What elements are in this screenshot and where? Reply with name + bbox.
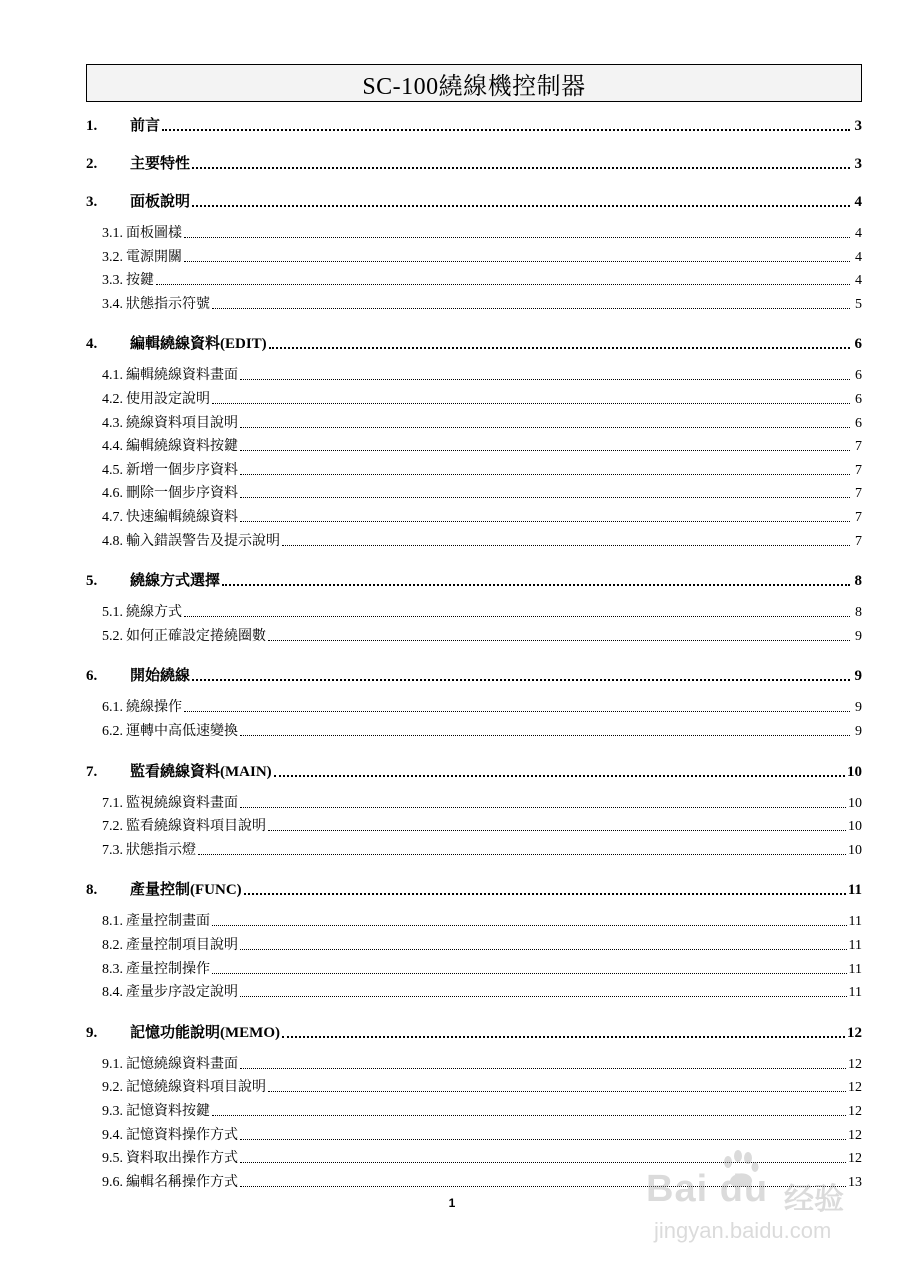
toc-entry-label: 繞線操作	[126, 700, 182, 716]
toc-section-entry	[86, 601, 862, 621]
toc-chapter-entry	[86, 152, 862, 173]
toc-section-entry	[86, 388, 862, 408]
toc-entry-page: 10	[848, 842, 862, 858]
toc-section-entry	[86, 293, 862, 313]
toc-entry-page: 8	[854, 573, 862, 590]
toc-section-entry	[86, 981, 862, 1001]
toc-entry-label: 記憶資料操作方式	[126, 1127, 238, 1143]
toc-entry-number: 5.1.	[102, 605, 123, 621]
toc-entry-number: 9.6.	[102, 1174, 123, 1190]
toc-entry-page: 11	[848, 985, 862, 1001]
toc-section-entry	[86, 1100, 862, 1120]
toc-section-entry	[86, 839, 862, 859]
toc-leader-dots	[240, 807, 846, 808]
toc-leader-dots	[184, 237, 850, 238]
toc-entry-page: 7	[855, 486, 862, 502]
toc-entry-page: 10	[848, 819, 862, 835]
toc-entry-number: 5.	[86, 573, 98, 590]
toc-leader-dots	[282, 545, 850, 546]
toc-entry-number: 3.3.	[102, 273, 123, 289]
toc-section-entry	[86, 1076, 862, 1096]
toc-section-entry	[86, 530, 862, 550]
toc-entry-label: 使用設定說明	[126, 392, 210, 407]
toc-entry-number: 3.1.	[102, 226, 123, 241]
toc-entry-number: 4.	[86, 336, 98, 353]
toc-section-entry	[86, 792, 862, 812]
toc-entry-page: 4	[854, 194, 862, 210]
toc-leader-dots	[240, 735, 850, 736]
toc-leader-dots	[240, 949, 847, 950]
toc-section-entry	[86, 1053, 862, 1073]
toc-entry-number: 4.1.	[102, 368, 123, 384]
toc-leader-dots	[184, 711, 850, 712]
toc-entry-page: 6	[855, 368, 862, 384]
toc-entry-page: 9	[854, 668, 862, 685]
toc-entry-label: 按鍵	[126, 273, 154, 289]
toc-entry-number: 8.1.	[102, 914, 123, 930]
toc-entry-label: 如何正確設定捲繞圈數	[126, 628, 266, 644]
toc-entry-page: 12	[848, 1151, 862, 1167]
toc-entry-number: 4.7.	[102, 510, 123, 525]
toc-leader-dots	[268, 640, 850, 641]
toc-entry-page: 5	[855, 296, 862, 312]
toc-entry-page: 8	[855, 605, 862, 621]
toc-section-entry	[86, 720, 862, 740]
toc-section-entry	[86, 222, 862, 242]
toc-leader-dots	[268, 1091, 846, 1092]
toc-entry-page: 7	[855, 510, 862, 525]
toc-entry-number: 3.4.	[102, 296, 123, 312]
toc-entry-page: 11	[848, 938, 862, 953]
toc-entry-page: 4	[855, 249, 862, 265]
toc-leader-dots	[282, 1036, 845, 1038]
toc-leader-dots	[268, 830, 846, 831]
toc-section-entry	[86, 1124, 862, 1144]
toc-section-entry	[86, 696, 862, 716]
toc-entry-label: 編輯名稱操作方式	[126, 1174, 238, 1190]
watermark-url: jingyan.baidu.com	[654, 1218, 832, 1243]
toc-entry-number: 6.	[86, 668, 98, 685]
toc-entry-number: 9.	[86, 1024, 98, 1041]
toc-entry-number: 8.	[86, 882, 98, 899]
toc-entry-page: 6	[854, 336, 862, 353]
toc-leader-dots	[184, 261, 850, 262]
toc-entry-number: 7.2.	[102, 819, 123, 835]
toc-leader-dots	[192, 205, 850, 207]
toc-entry-label: 繞線方式選擇	[130, 573, 221, 590]
toc-entry-page: 12	[847, 1024, 862, 1041]
toc-entry-label: 面板說明	[130, 194, 191, 210]
watermark-cn: 经验	[784, 1183, 844, 1216]
toc-entry-label: 前言	[130, 118, 161, 134]
toc-entry-label: 產量控制(FUNC)	[130, 882, 242, 899]
toc-entry-page: 13	[848, 1174, 862, 1190]
toc-leader-dots	[240, 996, 847, 997]
toc-leader-dots	[240, 1068, 846, 1069]
toc-entry-number: 9.2.	[102, 1080, 123, 1096]
toc-entry-label: 產量步序設定說明	[126, 985, 238, 1001]
toc-leader-dots	[240, 521, 850, 522]
toc-entry-page: 7	[855, 533, 862, 549]
toc-entry-page: 6	[855, 415, 862, 431]
toc-chapter-entry	[86, 114, 862, 135]
watermark-brand: Bai du	[646, 1168, 769, 1210]
toc-entry-label: 記憶繞線資料畫面	[126, 1056, 238, 1072]
toc-entry-label: 面板圖樣	[126, 226, 182, 241]
toc-entry-label: 運轉中高低速變換	[126, 724, 238, 739]
toc-section-entry	[86, 958, 862, 978]
toc-entry-label: 產量控制操作	[126, 961, 210, 977]
toc-chapter-entry	[86, 569, 862, 590]
toc-entry-number: 4.4.	[102, 439, 123, 455]
toc-entry-page: 9	[855, 700, 862, 716]
toc-entry-number: 4.8.	[102, 533, 123, 549]
toc-entry-number: 4.3.	[102, 415, 123, 431]
toc-leader-dots	[240, 1139, 846, 1140]
toc-entry-page: 11	[847, 882, 862, 899]
toc-entry-page: 12	[848, 1127, 862, 1143]
toc-section-entry	[86, 246, 862, 266]
toc-leader-dots	[240, 450, 850, 451]
toc-chapter-entry	[86, 664, 862, 685]
toc-entry-page: 10	[847, 763, 862, 780]
toc-leader-dots	[240, 427, 850, 428]
toc-entry-page: 9	[855, 628, 862, 644]
toc-entry-number: 9.4.	[102, 1127, 123, 1143]
toc-leader-dots	[156, 284, 850, 285]
document-title-text: SC-100繞線機控制器	[362, 73, 586, 100]
toc-entry-page: 6	[855, 392, 862, 407]
toc-entry-label: 編輯繞線資料(EDIT)	[130, 336, 267, 353]
toc-leader-dots	[269, 347, 850, 349]
toc-leader-dots	[222, 584, 850, 586]
toc-entry-label: 編輯繞線資料畫面	[126, 368, 238, 384]
toc-entry-label: 主要特性	[130, 156, 191, 172]
toc-leader-dots	[244, 893, 846, 895]
toc-section-entry	[86, 269, 862, 289]
paw-icon	[718, 1148, 762, 1192]
toc-leader-dots	[240, 497, 850, 498]
toc-entry-number: 6.1.	[102, 700, 123, 716]
toc-entry-label: 輸入錯誤警告及提示說明	[126, 533, 280, 549]
toc-section-entry	[86, 815, 862, 835]
toc-entry-label: 編輯繞線資料按鍵	[126, 439, 238, 455]
toc-entry-number: 9.5.	[102, 1151, 123, 1167]
toc-leader-dots	[212, 1115, 846, 1116]
toc-section-entry	[86, 625, 862, 645]
toc-entry-number: 7.3.	[102, 842, 123, 858]
toc-entry-number: 9.3.	[102, 1104, 123, 1119]
toc-entry-number: 3.	[86, 194, 98, 210]
toc-entry-page: 9	[855, 724, 862, 739]
toc-section-entry	[86, 364, 862, 384]
toc-entry-number: 4.6.	[102, 486, 123, 502]
toc-entry-label: 記憶功能說明(MEMO)	[130, 1024, 280, 1041]
toc-entry-label: 監看繞線資料(MAIN)	[130, 763, 272, 780]
toc-entry-label: 開始繞線	[130, 668, 191, 685]
toc-leader-dots	[192, 167, 850, 169]
toc-entry-page: 12	[848, 1056, 862, 1072]
toc-entry-page: 4	[855, 273, 862, 289]
toc-entry-page: 11	[848, 961, 862, 977]
toc-entry-label: 產量控制項目說明	[126, 938, 238, 953]
toc-entry-number: 8.4.	[102, 985, 123, 1001]
toc-leader-dots	[162, 129, 850, 131]
toc-leader-dots	[192, 679, 850, 681]
toc-leader-dots	[184, 616, 850, 617]
toc-section-entry	[86, 412, 862, 432]
toc-entry-number: 9.1.	[102, 1056, 123, 1072]
toc-chapter-entry	[86, 760, 862, 781]
toc-entry-page: 3	[854, 156, 862, 172]
toc-section-entry	[86, 506, 862, 526]
toc-entry-label: 狀態指示燈	[126, 842, 196, 858]
toc-entry-label: 記憶繞線資料項目說明	[126, 1080, 266, 1096]
document-title	[86, 64, 862, 102]
toc-entry-number: 7.	[86, 763, 98, 780]
toc-entry-label: 刪除一個步序資料	[126, 486, 238, 502]
toc-entry-number: 4.5.	[102, 462, 123, 478]
toc-entry-number: 6.2.	[102, 724, 123, 739]
toc-entry-page: 12	[848, 1080, 862, 1096]
toc-entry-number: 7.1.	[102, 795, 123, 811]
toc-chapter-entry	[86, 190, 862, 211]
toc-entry-page: 10	[848, 795, 862, 811]
toc-entry-label: 快速編輯繞線資料	[126, 510, 238, 525]
toc-leader-dots	[198, 854, 846, 855]
toc-entry-page: 7	[855, 439, 862, 455]
toc-entry-label: 產量控制畫面	[126, 914, 210, 930]
toc-entry-label: 資料取出操作方式	[126, 1151, 238, 1167]
toc-entry-label: 新增一個步序資料	[126, 462, 238, 478]
toc-leader-dots	[212, 403, 850, 404]
toc-section-entry	[86, 910, 862, 930]
toc-chapter-entry	[86, 332, 862, 353]
toc-entry-number: 1.	[86, 118, 98, 134]
toc-entry-number: 3.2.	[102, 249, 123, 265]
toc-entry-label: 繞線資料項目說明	[126, 415, 238, 431]
toc-entry-label: 記憶資料按鍵	[126, 1104, 210, 1119]
toc-entry-label: 監視繞線資料畫面	[126, 795, 238, 811]
toc-leader-dots	[274, 775, 845, 777]
toc-leader-dots	[212, 925, 847, 926]
toc-entry-number: 2.	[86, 156, 98, 172]
toc-chapter-entry	[86, 878, 862, 899]
toc-entry-page: 12	[848, 1104, 862, 1119]
page-number: 1	[448, 1196, 456, 1210]
toc-entry-page: 4	[855, 226, 862, 241]
toc-chapter-entry	[86, 1021, 862, 1042]
toc-entry-page: 11	[848, 914, 862, 930]
toc-section-entry	[86, 459, 862, 479]
toc-entry-number: 4.2.	[102, 392, 123, 407]
toc-entry-label: 狀態指示符號	[126, 296, 210, 312]
toc-section-entry	[86, 934, 862, 954]
baidu-jingyan-watermark	[636, 1148, 876, 1248]
toc-entry-page: 7	[855, 462, 862, 478]
toc-leader-dots	[240, 379, 850, 380]
toc-entry-number: 8.2.	[102, 938, 123, 953]
toc-leader-dots	[212, 308, 850, 309]
toc-entry-label: 電源開關	[126, 249, 182, 265]
toc-entry-label: 繞線方式	[126, 605, 182, 621]
toc-leader-dots	[212, 973, 847, 974]
toc-section-entry	[86, 482, 862, 502]
toc-entry-page: 3	[854, 118, 862, 134]
toc-section-entry	[86, 435, 862, 455]
toc-entry-number: 5.2.	[102, 628, 123, 644]
toc-leader-dots	[240, 474, 850, 475]
toc-entry-label: 監看繞線資料項目說明	[126, 819, 266, 835]
toc-entry-number: 8.3.	[102, 961, 123, 977]
